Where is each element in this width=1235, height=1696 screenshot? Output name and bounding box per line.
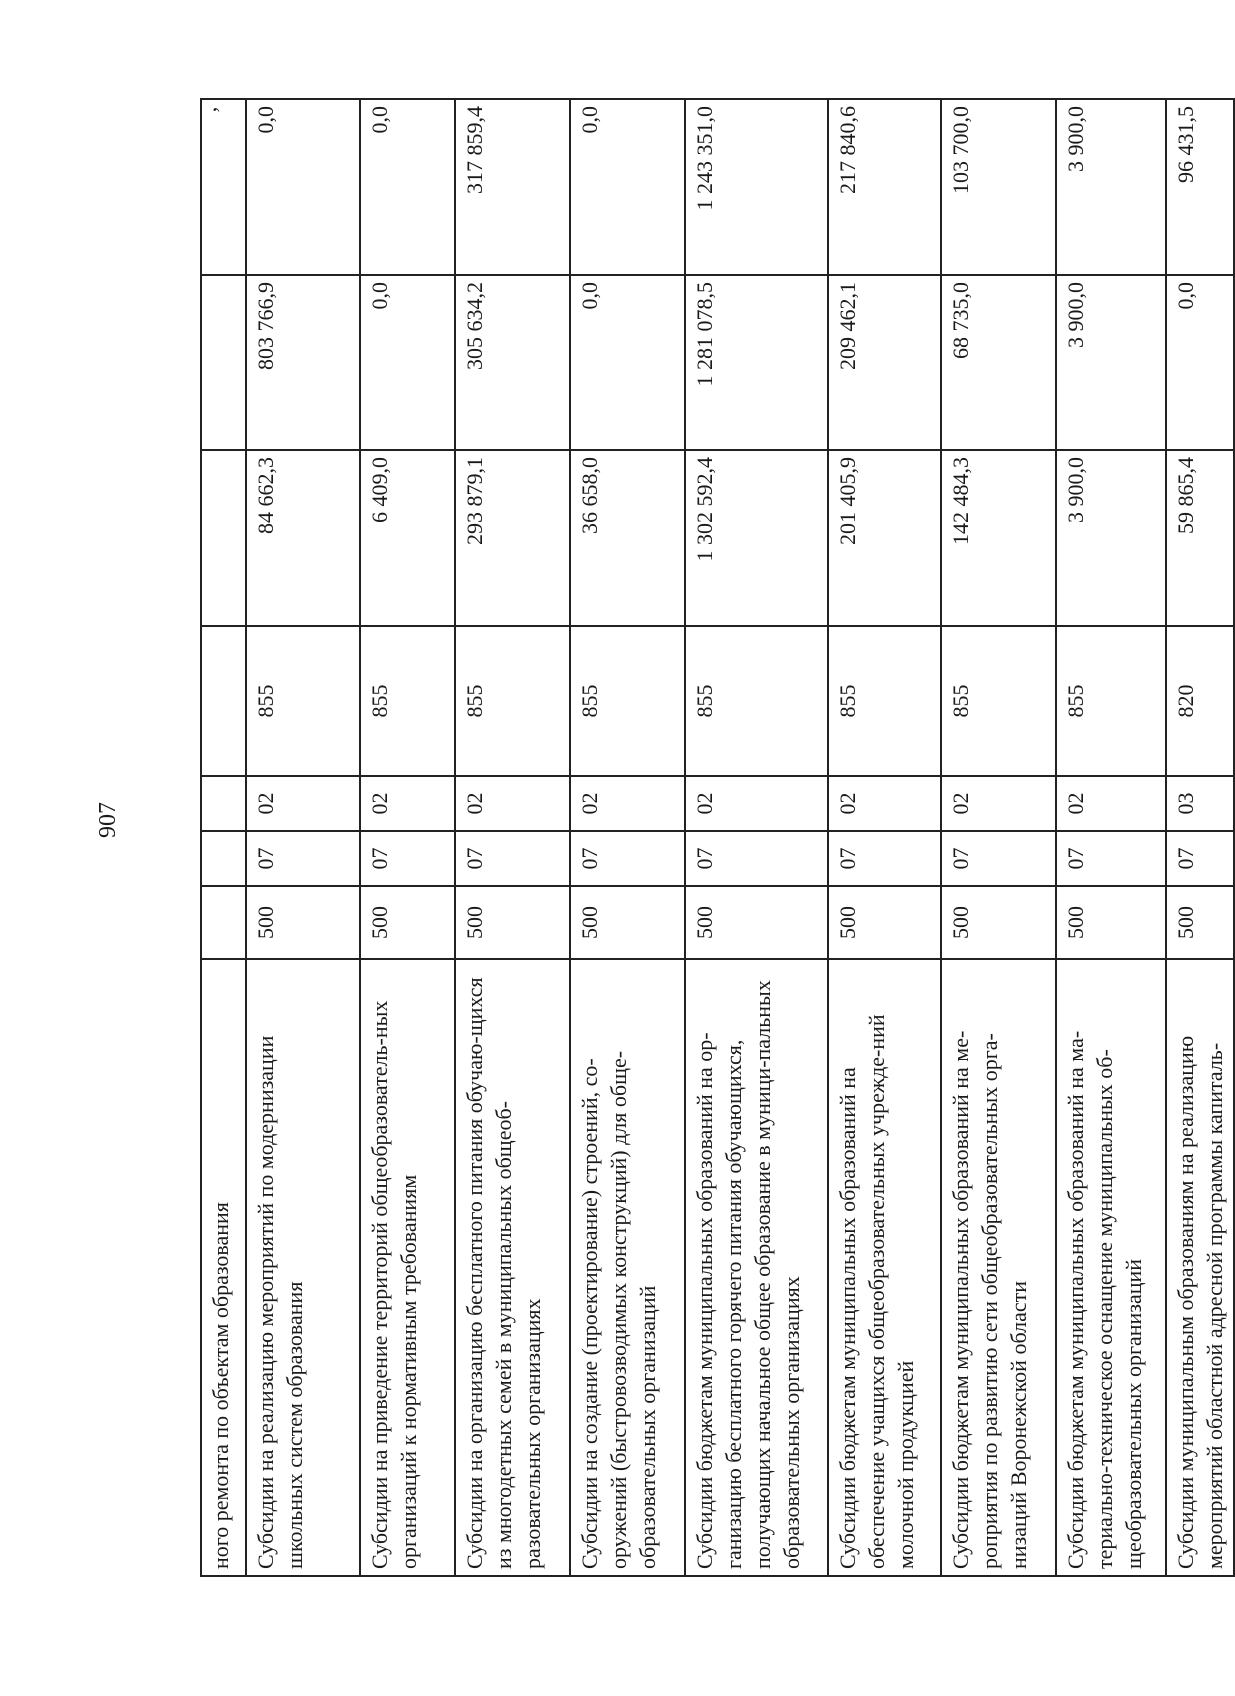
table-row (828, 99, 941, 1576)
code-admin-cell: 500 (360, 886, 455, 959)
code-expense-type-cell: 855 (455, 626, 570, 776)
code-section-cell: 07 (1056, 831, 1166, 886)
code-subsection-cell: 03 (1166, 776, 1234, 831)
value-2024-cell: 1 281 078,5 (685, 275, 828, 450)
code-expense-type-cell: 820 (1166, 626, 1234, 776)
value-2024-cell: 68 735,0 (941, 275, 1056, 450)
code-expense-type-cell: 855 (570, 626, 685, 776)
value-2024-cell (201, 275, 246, 450)
code-section-cell: 07 (570, 831, 685, 886)
page-number: 907 (95, 802, 121, 838)
code-section-cell: 07 (1166, 831, 1234, 886)
code-admin-cell: 500 (455, 886, 570, 959)
code-subsection-cell: 02 (246, 776, 360, 831)
code-admin-cell (201, 886, 246, 959)
row-name-cell: Субсидии бюджетам муниципальных образований на ор-ганизацию бесплатного горячего питания обучающихся, получающих начальное общее образование в муници-пальных образовательных организациях (685, 959, 828, 1576)
code-section-cell: 07 (941, 831, 1056, 886)
code-section-cell (201, 831, 246, 886)
value-2025-cell: 0,0 (360, 99, 455, 275)
code-subsection-cell: 02 (455, 776, 570, 831)
code-admin-cell: 500 (1166, 886, 1234, 959)
value-2025-cell: 1 243 351,0 (685, 99, 828, 275)
code-subsection-cell: 02 (1056, 776, 1166, 831)
row-name-cell: Субсидии бюджетам муниципальных образований на обеспечение учащихся общеобразовательных учрежде-ний молочной продукцией (828, 959, 941, 1576)
code-section-cell: 07 (246, 831, 360, 886)
value-2023-cell: 84 662,3 (246, 450, 360, 626)
row-name-cell: Субсидии на создание (проектирование) строений, со-оружений (быстровозводимых конструкций) для обще-образовательных организаций (570, 959, 685, 1576)
value-2024-cell: 803 766,9 (246, 275, 360, 450)
code-section-cell: 07 (685, 831, 828, 886)
code-section-cell: 07 (828, 831, 941, 886)
code-section-cell: 07 (455, 831, 570, 886)
value-2023-cell: 201 405,9 (828, 450, 941, 626)
row-name-cell: ного ремонта по объектам образования (201, 959, 246, 1576)
table-row (1056, 99, 1166, 1576)
code-expense-type-cell: 855 (685, 626, 828, 776)
value-2024-cell: 209 462,1 (828, 275, 941, 450)
code-subsection-cell: 02 (685, 776, 828, 831)
code-subsection-cell: 02 (828, 776, 941, 831)
row-name-cell: Субсидии бюджетам муниципальных образований на ма-териально-техническое оснащение муниципальных об-щеобразовательных организаций (1056, 959, 1166, 1576)
value-2025-cell: ’ (201, 99, 246, 275)
budget-table-rotated (200, 100, 1227, 1577)
row-name-cell: Субсидии бюджетам муниципальных образований на ме-роприятия по развитию сети общеобразовательных орга-низаций Воронежской области (941, 959, 1056, 1576)
code-expense-type-cell: 855 (941, 626, 1056, 776)
code-admin-cell: 500 (570, 886, 685, 959)
code-subsection-cell: 02 (570, 776, 685, 831)
table-row (941, 99, 1056, 1576)
table-row (570, 99, 685, 1576)
value-2024-cell: 3 900,0 (1056, 275, 1166, 450)
value-2025-cell: 317 859,4 (455, 99, 570, 275)
value-2023-cell: 3 900,0 (1056, 450, 1166, 626)
value-2023-cell: 36 658,0 (570, 450, 685, 626)
code-admin-cell: 500 (246, 886, 360, 959)
value-2023-cell: 142 484,3 (941, 450, 1056, 626)
value-2025-cell: 3 900,0 (1056, 99, 1166, 275)
value-2024-cell: 305 634,2 (455, 275, 570, 450)
code-admin-cell: 500 (941, 886, 1056, 959)
table-row (1166, 99, 1234, 1576)
code-expense-type-cell (201, 626, 246, 776)
value-2023-cell (201, 450, 246, 626)
value-2023-cell: 1 302 592,4 (685, 450, 828, 626)
value-2025-cell: 0,0 (570, 99, 685, 275)
code-subsection-cell (201, 776, 246, 831)
table-row (360, 99, 455, 1576)
code-admin-cell: 500 (685, 886, 828, 959)
code-expense-type-cell: 855 (360, 626, 455, 776)
code-subsection-cell: 02 (360, 776, 455, 831)
code-admin-cell: 500 (828, 886, 941, 959)
table-row (455, 99, 570, 1576)
value-2025-cell: 103 700,0 (941, 99, 1056, 275)
row-name-cell: Субсидии на реализацию мероприятий по модернизации школьных систем образования (246, 959, 360, 1576)
code-expense-type-cell: 855 (1056, 626, 1166, 776)
value-2023-cell: 6 409,0 (360, 450, 455, 626)
value-2023-cell: 293 879,1 (455, 450, 570, 626)
value-2024-cell: 0,0 (570, 275, 685, 450)
row-name-cell: Субсидии на организацию бесплатного питания обучаю-щихся из многодетных семей в муниципальных общеоб-разовательных организациях (455, 959, 570, 1576)
value-2024-cell: 0,0 (1166, 275, 1234, 450)
code-expense-type-cell: 855 (828, 626, 941, 776)
value-2024-cell: 0,0 (360, 275, 455, 450)
table-row (201, 99, 246, 1576)
table-row (685, 99, 828, 1576)
row-name-cell: Субсидии муниципальным образованиям на реализацию мероприятий областной адресной программы капиталь- (1166, 959, 1234, 1576)
code-subsection-cell: 02 (941, 776, 1056, 831)
budget-table (200, 98, 1235, 1577)
value-2025-cell: 96 431,5 (1166, 99, 1234, 275)
code-expense-type-cell: 855 (246, 626, 360, 776)
value-2025-cell: 0,0 (246, 99, 360, 275)
code-section-cell: 07 (360, 831, 455, 886)
table-row (246, 99, 360, 1576)
value-2023-cell: 59 865,4 (1166, 450, 1234, 626)
value-2025-cell: 217 840,6 (828, 99, 941, 275)
row-name-cell: Субсидии на приведение территорий общеобразователь-ных организаций к нормативным требованиям (360, 959, 455, 1576)
code-admin-cell: 500 (1056, 886, 1166, 959)
